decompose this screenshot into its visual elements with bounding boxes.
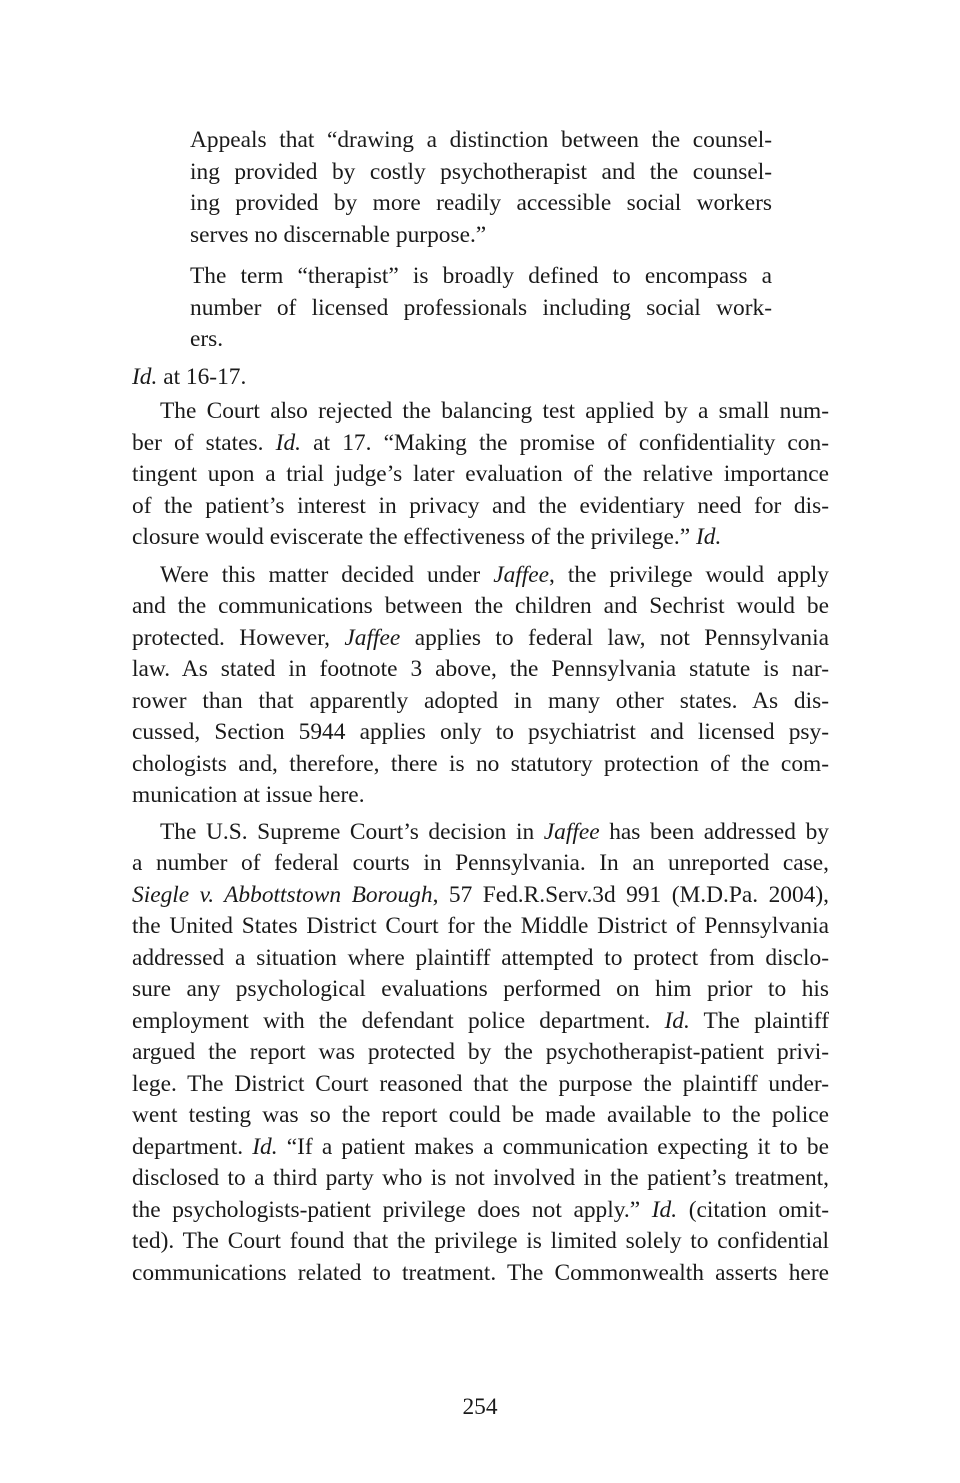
- page-number: 254: [462, 1394, 498, 1420]
- body-line: tingent upon a trial judge’s later evaluation of the relative importance: [132, 461, 829, 487]
- quote-line: number of licensed professionals including social work-: [190, 295, 772, 321]
- body-line: addressed a situation where plaintiff attempted to protect from disclo-: [132, 945, 829, 971]
- body-line: argued the report was protected by the psychotherapist-patient privi-: [132, 1039, 829, 1065]
- citation-id: Id.: [132, 364, 158, 390]
- body-line: closure would eviscerate the effectiveness of the privilege.” Id.: [132, 524, 722, 550]
- body-line: disclosed to a third party who is not involved in the patient’s treatment,: [132, 1165, 829, 1191]
- body-line: the psychologists-patient privilege does not apply.” Id. (citation omit-: [132, 1197, 829, 1223]
- body-line: department. Id. “If a patient makes a communication expecting it to be: [132, 1134, 829, 1160]
- body-line: chologists and, therefore, there is no statutory protection of the com-: [132, 751, 829, 777]
- quote-line: The term “therapist” is broadly defined to encompass a: [190, 263, 772, 289]
- body-line: rower than that apparently adopted in many other states. As dis-: [132, 688, 829, 714]
- body-line: Were this matter decided under Jaffee, the privilege would apply: [160, 562, 829, 588]
- body-line: lege. The District Court reasoned that the purpose the plaintiff under-: [132, 1071, 829, 1097]
- body-line: the United States District Court for the Middle District of Pennsylvania: [132, 913, 829, 939]
- body-line: communications related to treatment. The Commonwealth asserts here: [132, 1260, 829, 1286]
- body-line: went testing was so the report could be made available to the police: [132, 1102, 829, 1128]
- body-line: sure any psychological evaluations performed on him prior to his: [132, 976, 829, 1002]
- quote-line: ers.: [190, 326, 224, 352]
- citation-pages: at 16-17.: [157, 364, 247, 390]
- body-line: protected. However, Jaffee applies to federal law, not Pennsylvania: [132, 625, 829, 651]
- body-line: ber of states. Id. at 17. “Making the promise of confidentiality con-: [132, 430, 829, 456]
- body-line: employment with the defendant police department. Id. The plaintiff: [132, 1008, 829, 1034]
- body-line: munication at issue here.: [132, 782, 365, 808]
- citation-line: [132, 362, 829, 394]
- body-line: The Court also rejected the balancing test applied by a small num-: [160, 398, 829, 424]
- body-line: and the communications between the children and Sechrist would be: [132, 593, 829, 619]
- body-line: of the patient’s interest in privacy and the evidentiary need for dis-: [132, 493, 829, 519]
- quote-line: ing provided by more readily accessible social workers: [190, 190, 772, 216]
- body-line: a number of federal courts in Pennsylvania. In an unreported case,: [132, 850, 829, 876]
- quote-line: ing provided by costly psychotherapist and the counsel-: [190, 159, 772, 185]
- body-line: The U.S. Supreme Court’s decision in Jaffee has been addressed by: [160, 819, 829, 845]
- quote-line: Appeals that “drawing a distinction between the counsel-: [190, 127, 772, 153]
- body-line: cussed, Section 5944 applies only to psychiatrist and licensed psy-: [132, 719, 829, 745]
- body-line: law. As stated in footnote 3 above, the Pennsylvania statute is nar-: [132, 656, 829, 682]
- body-line: Siegle v. Abbottstown Borough, 57 Fed.R.Serv.3d 991 (M.D.Pa. 2004),: [132, 882, 829, 908]
- quote-line: serves no discernable purpose.”: [190, 222, 487, 248]
- body-line: ted). The Court found that the privilege is limited solely to confidential: [132, 1228, 829, 1254]
